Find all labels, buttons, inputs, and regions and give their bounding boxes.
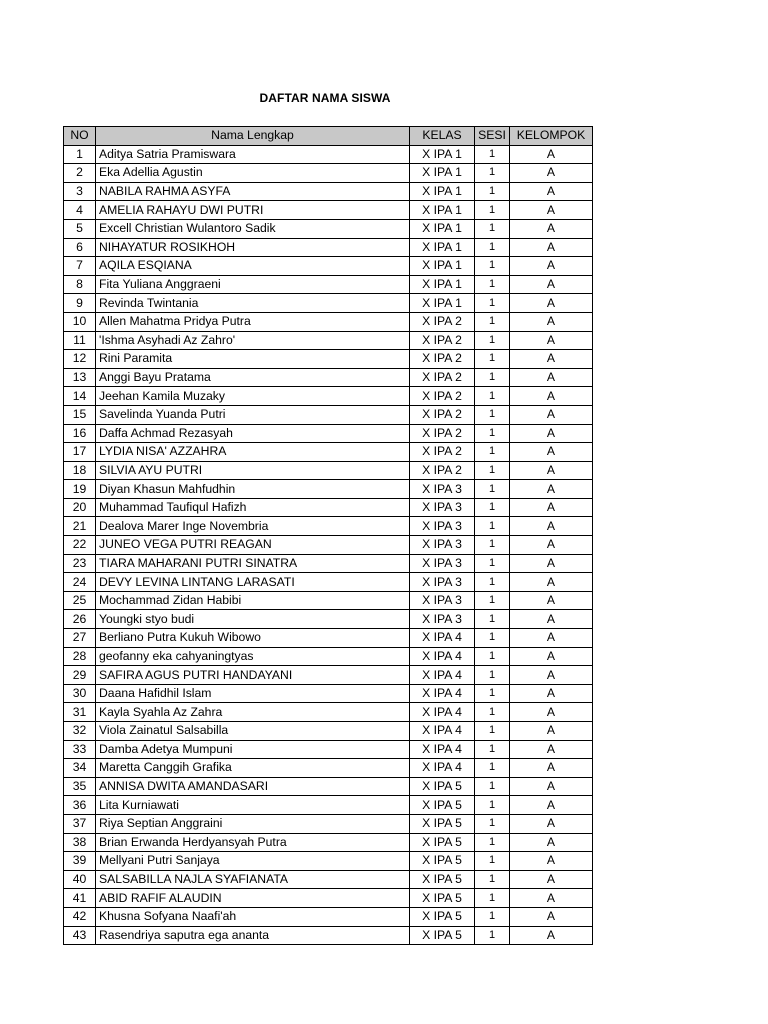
cell-name: Daana Hafidhil Islam [96,684,410,703]
cell-name: ABID RAFIF ALAUDIN [96,889,410,908]
cell-name: Aditya Satria Pramiswara [96,145,410,164]
cell-no: 2 [64,164,96,183]
cell-kelas: X IPA 2 [410,312,475,331]
cell-no: 9 [64,294,96,313]
cell-kelompok: A [510,591,593,610]
cell-no: 40 [64,870,96,889]
cell-no: 8 [64,275,96,294]
table-row [64,610,593,629]
cell-name: ANNISA DWITA AMANDASARI [96,777,410,796]
cell-no: 20 [64,498,96,517]
header-sesi: SESI [475,127,510,146]
table-row [64,331,593,350]
cell-kelompok: A [510,759,593,778]
cell-kelompok: A [510,536,593,555]
cell-kelas: X IPA 1 [410,294,475,313]
cell-no: 27 [64,629,96,648]
cell-sesi: 1 [475,201,510,220]
cell-sesi: 1 [475,257,510,276]
cell-kelas: X IPA 5 [410,852,475,871]
cell-kelompok: A [510,833,593,852]
cell-sesi: 1 [475,387,510,406]
cell-name: Jeehan Kamila Muzaky [96,387,410,406]
cell-name: Kayla Syahla Az Zahra [96,703,410,722]
cell-sesi: 1 [475,424,510,443]
cell-name: Brian Erwanda Herdyansyah Putra [96,833,410,852]
table-row [64,926,593,945]
table-row [64,424,593,443]
table-row [64,907,593,926]
table-row [64,833,593,852]
cell-kelas: X IPA 1 [410,238,475,257]
cell-kelompok: A [510,610,593,629]
cell-no: 10 [64,312,96,331]
cell-kelas: X IPA 1 [410,219,475,238]
table-row [64,350,593,369]
cell-sesi: 1 [475,238,510,257]
cell-kelompok: A [510,703,593,722]
table-row [64,666,593,685]
cell-kelas: X IPA 2 [410,368,475,387]
cell-no: 28 [64,647,96,666]
table-row [64,852,593,871]
cell-no: 18 [64,461,96,480]
table-row [64,536,593,555]
cell-kelompok: A [510,814,593,833]
table-header [64,127,593,146]
cell-sesi: 1 [475,219,510,238]
table-row [64,461,593,480]
cell-kelas: X IPA 2 [410,461,475,480]
cell-kelompok: A [510,294,593,313]
cell-name: SAFIRA AGUS PUTRI HANDAYANI [96,666,410,685]
cell-sesi: 1 [475,703,510,722]
cell-sesi: 1 [475,852,510,871]
header-kelas: KELAS [410,127,475,146]
cell-sesi: 1 [475,182,510,201]
cell-kelompok: A [510,498,593,517]
cell-name: Daffa Achmad Rezasyah [96,424,410,443]
table-row [64,498,593,517]
table-row [64,164,593,183]
table-row [64,480,593,499]
cell-no: 6 [64,238,96,257]
cell-name: Damba Adetya Mumpuni [96,740,410,759]
cell-name: Rini Paramita [96,350,410,369]
cell-kelompok: A [510,312,593,331]
cell-kelompok: A [510,443,593,462]
cell-name: Maretta Canggih Grafika [96,759,410,778]
cell-kelas: X IPA 1 [410,164,475,183]
cell-kelas: X IPA 2 [410,405,475,424]
cell-sesi: 1 [475,480,510,499]
table-row [64,647,593,666]
table-row [64,870,593,889]
cell-kelas: X IPA 4 [410,684,475,703]
cell-kelas: X IPA 4 [410,759,475,778]
cell-no: 4 [64,201,96,220]
cell-name: Revinda Twintania [96,294,410,313]
cell-sesi: 1 [475,907,510,926]
table-row [64,238,593,257]
cell-name: SALSABILLA NAJLA SYAFIANATA [96,870,410,889]
cell-kelas: X IPA 4 [410,703,475,722]
cell-kelompok: A [510,573,593,592]
cell-name: Riya Septian Anggraini [96,814,410,833]
cell-no: 17 [64,443,96,462]
table-row [64,275,593,294]
table-row [64,257,593,276]
cell-sesi: 1 [475,461,510,480]
cell-sesi: 1 [475,796,510,815]
cell-sesi: 1 [475,889,510,908]
document-title: DAFTAR NAMA SISWA [259,91,391,105]
cell-kelas: X IPA 4 [410,666,475,685]
cell-no: 34 [64,759,96,778]
cell-no: 38 [64,833,96,852]
cell-name: Youngki styo budi [96,610,410,629]
cell-no: 15 [64,405,96,424]
cell-name: Berliano Putra Kukuh Wibowo [96,629,410,648]
cell-no: 25 [64,591,96,610]
cell-kelas: X IPA 3 [410,498,475,517]
cell-kelompok: A [510,219,593,238]
cell-no: 5 [64,219,96,238]
table-row [64,759,593,778]
table-row [64,777,593,796]
cell-sesi: 1 [475,740,510,759]
cell-sesi: 1 [475,814,510,833]
table-row [64,629,593,648]
cell-kelas: X IPA 1 [410,257,475,276]
cell-no: 29 [64,666,96,685]
cell-kelompok: A [510,405,593,424]
cell-kelas: X IPA 3 [410,480,475,499]
cell-no: 43 [64,926,96,945]
cell-sesi: 1 [475,870,510,889]
cell-kelompok: A [510,238,593,257]
table-row [64,387,593,406]
table-row [64,703,593,722]
cell-no: 13 [64,368,96,387]
cell-kelas: X IPA 2 [410,443,475,462]
cell-kelompok: A [510,870,593,889]
cell-kelompok: A [510,517,593,536]
cell-kelompok: A [510,907,593,926]
cell-name: Lita Kurniawati [96,796,410,815]
cell-no: 21 [64,517,96,536]
cell-kelompok: A [510,350,593,369]
cell-kelas: X IPA 5 [410,889,475,908]
cell-kelompok: A [510,629,593,648]
cell-kelas: X IPA 4 [410,740,475,759]
cell-sesi: 1 [475,759,510,778]
cell-kelas: X IPA 5 [410,814,475,833]
cell-kelas: X IPA 5 [410,870,475,889]
cell-kelompok: A [510,461,593,480]
cell-sesi: 1 [475,405,510,424]
cell-name: Dealova Marer Inge Novembria [96,517,410,536]
table-row [64,182,593,201]
table-row [64,443,593,462]
cell-kelas: X IPA 1 [410,182,475,201]
cell-no: 36 [64,796,96,815]
cell-kelas: X IPA 4 [410,722,475,741]
cell-kelompok: A [510,257,593,276]
cell-kelas: X IPA 3 [410,554,475,573]
cell-kelompok: A [510,182,593,201]
cell-kelas: X IPA 4 [410,647,475,666]
table-row [64,517,593,536]
table-body [64,145,593,945]
cell-kelas: X IPA 3 [410,591,475,610]
cell-kelas: X IPA 3 [410,573,475,592]
student-table [63,126,593,945]
cell-sesi: 1 [475,368,510,387]
cell-kelompok: A [510,480,593,499]
cell-sesi: 1 [475,610,510,629]
cell-kelas: X IPA 5 [410,796,475,815]
cell-no: 42 [64,907,96,926]
cell-sesi: 1 [475,666,510,685]
cell-sesi: 1 [475,833,510,852]
table-row [64,368,593,387]
table-row [64,145,593,164]
cell-sesi: 1 [475,145,510,164]
cell-no: 1 [64,145,96,164]
cell-name: JUNEO VEGA PUTRI REAGAN [96,536,410,555]
cell-kelas: X IPA 5 [410,833,475,852]
cell-name: Rasendriya saputra ega ananta [96,926,410,945]
table-row [64,312,593,331]
cell-name: Eka Adellia Agustin [96,164,410,183]
cell-no: 14 [64,387,96,406]
cell-kelas: X IPA 1 [410,275,475,294]
cell-kelompok: A [510,852,593,871]
header-no: NO [64,127,96,146]
cell-sesi: 1 [475,591,510,610]
cell-kelas: X IPA 2 [410,424,475,443]
cell-name: Anggi Bayu Pratama [96,368,410,387]
header-row [64,127,593,146]
cell-kelompok: A [510,424,593,443]
cell-sesi: 1 [475,647,510,666]
cell-name: AMELIA RAHAYU DWI PUTRI [96,201,410,220]
cell-name: Khusna Sofyana Naafi'ah [96,907,410,926]
cell-kelas: X IPA 1 [410,201,475,220]
cell-no: 22 [64,536,96,555]
cell-name: Viola Zainatul Salsabilla [96,722,410,741]
cell-name: DEVY LEVINA LINTANG LARASATI [96,573,410,592]
cell-kelompok: A [510,201,593,220]
cell-sesi: 1 [475,331,510,350]
cell-kelompok: A [510,387,593,406]
cell-name: AQILA ESQIANA [96,257,410,276]
cell-kelompok: A [510,331,593,350]
cell-sesi: 1 [475,573,510,592]
cell-sesi: 1 [475,443,510,462]
cell-kelas: X IPA 4 [410,629,475,648]
cell-no: 12 [64,350,96,369]
cell-no: 32 [64,722,96,741]
table-row [64,554,593,573]
header-kelompok: KELOMPOK [510,127,593,146]
cell-sesi: 1 [475,554,510,573]
table-row [64,405,593,424]
cell-kelompok: A [510,666,593,685]
cell-sesi: 1 [475,517,510,536]
cell-name: Muhammad Taufiqul Hafizh [96,498,410,517]
table-row [64,684,593,703]
table-row [64,814,593,833]
cell-kelompok: A [510,164,593,183]
table-row [64,796,593,815]
cell-kelompok: A [510,740,593,759]
cell-name: Allen Mahatma Pridya Putra [96,312,410,331]
cell-no: 39 [64,852,96,871]
cell-kelas: X IPA 5 [410,777,475,796]
cell-kelas: X IPA 5 [410,907,475,926]
cell-kelompok: A [510,275,593,294]
table-row [64,889,593,908]
table-row [64,219,593,238]
table-row [64,573,593,592]
cell-kelompok: A [510,145,593,164]
cell-kelas: X IPA 2 [410,331,475,350]
cell-name: SILVIA AYU PUTRI [96,461,410,480]
cell-kelas: X IPA 3 [410,517,475,536]
cell-no: 24 [64,573,96,592]
table-row [64,294,593,313]
cell-no: 7 [64,257,96,276]
cell-sesi: 1 [475,294,510,313]
cell-kelompok: A [510,796,593,815]
cell-no: 11 [64,331,96,350]
cell-no: 33 [64,740,96,759]
cell-name: Diyan Khasun Mahfudhin [96,480,410,499]
cell-no: 23 [64,554,96,573]
cell-kelompok: A [510,554,593,573]
table-row [64,740,593,759]
cell-sesi: 1 [475,164,510,183]
cell-kelompok: A [510,889,593,908]
cell-name: NIHAYATUR ROSIKHOH [96,238,410,257]
cell-no: 19 [64,480,96,499]
cell-no: 41 [64,889,96,908]
cell-no: 26 [64,610,96,629]
cell-kelompok: A [510,684,593,703]
cell-sesi: 1 [475,536,510,555]
cell-kelas: X IPA 1 [410,145,475,164]
cell-name: geofanny eka cahyaningtyas [96,647,410,666]
cell-name: NABILA RAHMA ASYFA [96,182,410,201]
cell-no: 30 [64,684,96,703]
cell-sesi: 1 [475,684,510,703]
cell-kelas: X IPA 3 [410,536,475,555]
cell-kelas: X IPA 5 [410,926,475,945]
cell-sesi: 1 [475,275,510,294]
table-row [64,201,593,220]
cell-no: 37 [64,814,96,833]
cell-sesi: 1 [475,350,510,369]
cell-kelas: X IPA 2 [410,387,475,406]
cell-name: 'Ishma Asyhadi Az Zahro' [96,331,410,350]
cell-sesi: 1 [475,926,510,945]
cell-kelompok: A [510,926,593,945]
cell-kelompok: A [510,368,593,387]
cell-kelompok: A [510,777,593,796]
cell-no: 16 [64,424,96,443]
cell-name: Excell Christian Wulantoro Sadik [96,219,410,238]
cell-sesi: 1 [475,498,510,517]
header-name: Nama Lengkap [96,127,410,146]
cell-name: Fita Yuliana Anggraeni [96,275,410,294]
cell-no: 31 [64,703,96,722]
cell-sesi: 1 [475,777,510,796]
cell-no: 3 [64,182,96,201]
cell-name: Mochammad Zidan Habibi [96,591,410,610]
cell-name: Savelinda Yuanda Putri [96,405,410,424]
cell-kelompok: A [510,722,593,741]
cell-sesi: 1 [475,312,510,331]
cell-no: 35 [64,777,96,796]
table-row [64,591,593,610]
cell-kelas: X IPA 3 [410,610,475,629]
cell-kelompok: A [510,647,593,666]
cell-name: LYDIA NISA' AZZAHRA [96,443,410,462]
cell-name: Mellyani Putri Sanjaya [96,852,410,871]
cell-sesi: 1 [475,629,510,648]
table-row [64,722,593,741]
cell-name: TIARA MAHARANI PUTRI SINATRA [96,554,410,573]
cell-kelas: X IPA 2 [410,350,475,369]
cell-sesi: 1 [475,722,510,741]
